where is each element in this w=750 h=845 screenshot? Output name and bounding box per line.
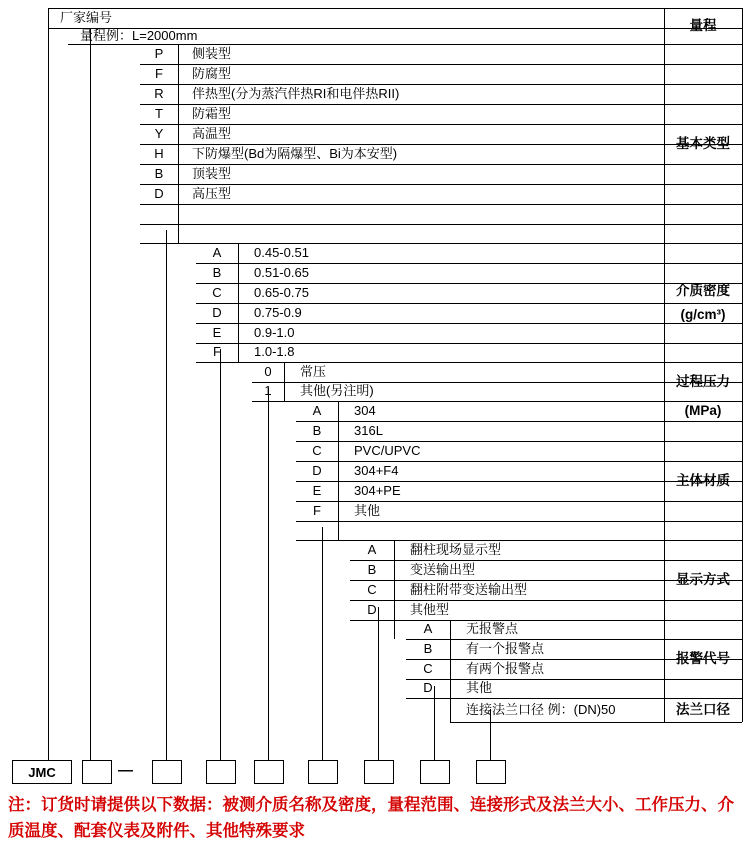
basic-type-label: 侧装型 — [192, 46, 232, 62]
alarm-label: 有一个报警点 — [466, 641, 545, 657]
category-basic-type-label: 基本类型 — [676, 135, 730, 151]
material-label: 其他 — [354, 503, 381, 519]
rule — [140, 224, 742, 225]
material-label: 316L — [354, 423, 383, 439]
density-label: 0.65-0.75 — [254, 285, 309, 301]
material-label: PVC/UPVC — [354, 443, 421, 459]
material-code: B — [312, 423, 322, 439]
leader-line — [220, 349, 221, 760]
order-note: 注：订货时请提供以下数据：被测介质名称及密度，量程范围、连接形式及法兰大小、工作压力、介质温度、配套仪表及附件、其他特殊要求 — [8, 796, 734, 840]
category-material-label: 主体材质 — [676, 472, 730, 488]
display-code: B — [367, 562, 377, 578]
model-slot-box — [206, 760, 236, 784]
basic-type-label: 高压型 — [192, 186, 232, 202]
model-code-box: JMC — [12, 760, 72, 784]
rule — [238, 243, 239, 362]
alarm-code: A — [423, 621, 433, 637]
density-label: 1.0-1.8 — [254, 344, 295, 360]
density-code: C — [212, 285, 222, 301]
material-code: C — [312, 443, 322, 459]
basic-type-code: H — [154, 146, 164, 162]
alarm-code: D — [423, 680, 433, 696]
rule — [450, 620, 451, 722]
model-slot-box — [152, 760, 182, 784]
alarm-code: C — [423, 661, 433, 677]
model-slot-box — [476, 760, 506, 784]
category-range-label: 量程 — [689, 18, 717, 34]
alarm-label: 有两个报警点 — [466, 661, 545, 677]
material-code: D — [312, 463, 322, 479]
basic-type-label: 高温型 — [192, 126, 232, 142]
alarm-label: 无报警点 — [466, 621, 519, 637]
category-density-label: 介质密度 — [676, 282, 730, 298]
category-pressure — [664, 362, 742, 401]
leader-line — [48, 8, 49, 760]
basic-type-code: B — [154, 166, 164, 182]
manufacturer-code-label: 厂家编号 — [60, 9, 113, 25]
material-code: A — [312, 403, 322, 419]
model-slot-box — [420, 760, 450, 784]
density-label: 0.51-0.65 — [254, 265, 309, 281]
leader-line — [268, 388, 269, 760]
material-label: 304 — [354, 403, 376, 419]
rule — [284, 362, 285, 401]
basic-type-label: 伴热型(分为蒸汽伴热RI和电伴热RII) — [192, 86, 400, 102]
display-label: 其他型 — [410, 602, 450, 618]
category-alarm-label: 报警代号 — [676, 651, 730, 667]
basic-type-label: 防腐型 — [192, 66, 232, 82]
material-label: 304+F4 — [354, 463, 399, 479]
display-label: 翻柱附带变送输出型 — [410, 582, 528, 598]
model-slot-box — [364, 760, 394, 784]
density-label: 0.9-1.0 — [254, 325, 295, 341]
pressure-label: 常压 — [300, 364, 327, 380]
leader-line — [166, 230, 167, 760]
basic-type-code: T — [155, 106, 163, 122]
category-display — [664, 540, 742, 620]
category-pressure-unit: (MPa) — [684, 403, 722, 419]
density-label: 0.45-0.51 — [254, 245, 309, 261]
rule — [338, 401, 339, 540]
basic-type-code: P — [154, 46, 164, 62]
category-flange — [664, 698, 742, 722]
density-label: 0.75-0.9 — [254, 305, 302, 321]
category-alarm — [664, 620, 742, 698]
leader-line — [378, 607, 379, 760]
pressure-code: 1 — [264, 383, 272, 399]
basic-type-label: 防霜型 — [192, 106, 232, 122]
leader-line — [90, 28, 91, 760]
category-flange-label: 法兰口径 — [676, 702, 730, 718]
density-code: F — [213, 344, 221, 360]
density-code: D — [212, 305, 222, 321]
rule — [742, 8, 743, 722]
basic-type-code: D — [154, 186, 164, 202]
basic-type-label: 下防爆型(Bd为隔爆型、Bi为本安型) — [192, 146, 398, 162]
range-example-label: 量程例：L=2000mm — [80, 28, 198, 44]
category-density — [664, 243, 742, 362]
density-code: E — [212, 325, 222, 341]
category-basic-type — [664, 44, 742, 243]
alarm-code: B — [423, 641, 433, 657]
model-slot-box — [82, 760, 112, 784]
pressure-label: 其他(另注明) — [300, 383, 374, 399]
pressure-code: 0 — [264, 364, 272, 380]
density-code: A — [212, 245, 222, 261]
flange-label: 连接法兰口径 例：(DN)50 — [466, 702, 616, 718]
display-label: 变送输出型 — [410, 562, 476, 578]
model-slot-box — [308, 760, 338, 784]
material-code: F — [313, 503, 321, 519]
display-label: 翻柱现场显示型 — [410, 542, 502, 558]
rule — [140, 204, 742, 205]
display-code: D — [367, 602, 377, 618]
model-slot-box — [254, 760, 284, 784]
category-range — [664, 8, 742, 44]
category-display-label: 显示方式 — [676, 572, 730, 588]
rule — [450, 722, 742, 723]
material-code: E — [312, 483, 322, 499]
leader-line — [322, 527, 323, 760]
category-material — [664, 421, 742, 540]
basic-type-code: Y — [154, 126, 164, 142]
alarm-label: 其他 — [466, 680, 493, 696]
display-code: C — [367, 582, 377, 598]
model-dash: — — [118, 762, 133, 779]
rule — [178, 44, 179, 244]
display-code: A — [367, 542, 377, 558]
basic-type-code: F — [155, 66, 163, 82]
basic-type-label: 顶装型 — [192, 166, 232, 182]
category-density-unit: (g/cm³) — [680, 306, 726, 322]
material-label: 304+PE — [354, 483, 401, 499]
basic-type-code: R — [154, 86, 164, 102]
category-pressure-label: 过程压力 — [676, 373, 730, 389]
rule — [394, 540, 395, 639]
density-code: B — [212, 265, 222, 281]
category-pressure-unit-row — [664, 401, 742, 421]
rule — [48, 8, 742, 9]
